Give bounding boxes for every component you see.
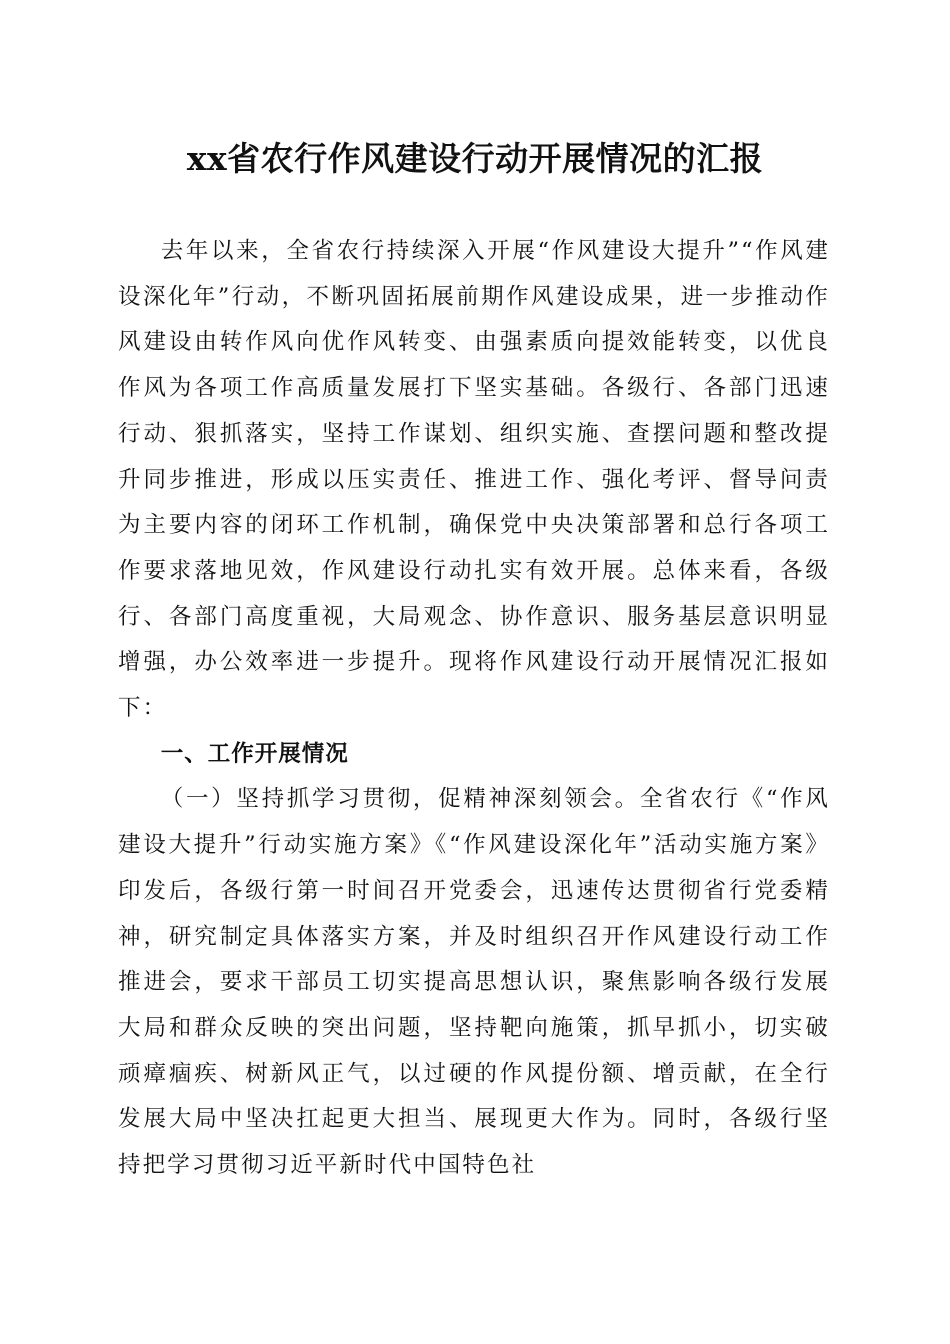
document-title: xx省农行作风建设行动开展情况的汇报 [186,139,764,178]
section-1-paragraph-1: （一）坚持抓学习贯彻，促精神深刻领会。全省农行《“作风建设大提升”行动实施方案》《“作风建设深化年”活动实施方案》印发后，各级行第一时间召开党委会，迅速传达贯彻省行党委精神，研究制定具体落实方案，并及时组织召开作风建设行动工作推进会，要求干部员工切实提高思想认识，聚焦影响各级行发展大局和群众反映的突出问题，坚持靶向施策，抓早抓小，切实破顽瘴痼疾、树新风正气，以过硬的作风提份额、增贡献，在全行发展大局中坚决扛起更大担当、展现更大作为。同时，各级行坚持把学习贯彻习近平新时代中国特色社 [118,786,830,1179]
intro-paragraph: 去年以来，全省农行持续深入开展“作风建设大提升”“作风建设深化年”行动，不断巩固拓展前期作风建设成果，进一步推动作风建设由转作风向优作风转变、由强素质向提效能转变，以优良作风为各项工作高质量发展打下坚实基础。各级行、各部门迅速行动、狠抓落实，坚持工作谋划、组织实施、查摆问题和整改提升同步推进，形成以压实责任、推进工作、强化考评、督导问责为主要内容的闭环工作机制，确保党中央决策部署和总行各项工作要求落地见效，作风建设行动扎实有效开展。总体来看，各级行、各部门高度重视，大局观念、协作意识、服务基层意识明显增强，办公效率进一步提升。现将作风建设行动开展情况汇报如下： [118,238,830,722]
document-body [118,229,830,1189]
section-heading-work-progress: 一、工作开展情况 [160,740,349,767]
